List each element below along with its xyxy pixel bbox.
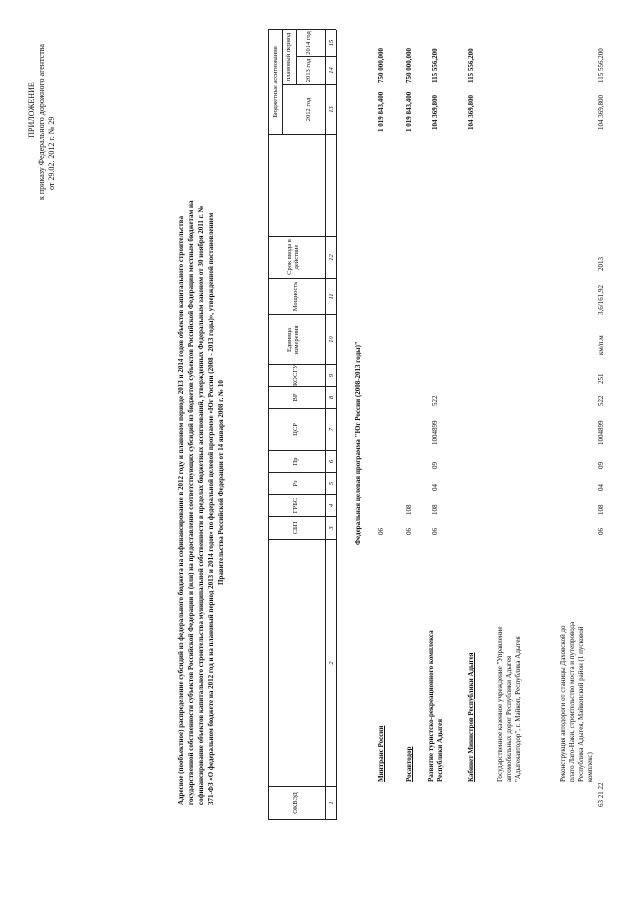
row-name: Росавтодор [405,746,413,782]
header-sbp: СБП [292,521,299,535]
row-2012: 104 369,800 [467,95,475,130]
row-name-line: автомобильных дорог Республики Адыгея [505,655,513,782]
header-commissioning: Срок ввода в действие [286,239,301,275]
row-grbs: 108 [431,504,439,515]
col-number: 10 [328,336,335,343]
row-2013: 750 000,000 [405,48,413,83]
row-sbp: 06 [431,528,439,535]
col-number: 9 [328,373,335,378]
col-number: 3 [328,526,335,530]
col-number: 5 [328,481,335,486]
row-name-line: плато Лаго-Наки, строительство моста и путепровода [568,621,576,782]
row-grbs: 108 [597,504,605,515]
row-2012: 104 369,800 [431,95,439,130]
col-number: 1 [328,801,335,805]
row-name: Кабинет Министров Республики Адыгея [467,652,475,782]
row-unit: км/п.м [597,335,605,355]
col-number: 7 [328,427,335,432]
row-2012: 104 369,800 [597,95,605,130]
col-number: 15 [328,39,335,47]
row-name-line: Республики Адыгея [436,718,444,782]
row-okved: 63 21 22 [597,782,605,807]
row-kosgu: 251 [597,373,605,384]
title-line: Адресное (пообъектное) распределение субсидий из федерального бюджета на софинансирование в 2012 году и плановом периоде 2013 и 2014 годов объектов капитального строительства [177,216,185,805]
col-number: 6 [328,459,335,464]
row-sbp: 06 [377,528,385,535]
header-kosgu: КОСГУ [292,364,299,386]
row-name-line: "Адыгеяавтодор", г. Майкоп, Республика Адыгея [514,636,522,782]
col-number: 8 [328,395,335,400]
header-unit: Единица измерения [286,325,301,355]
header-2012: 2012 год [305,97,312,122]
row-rz: 04 [431,484,439,491]
row-name: Минтранс России [377,725,385,782]
row-2013: 115 556,200 [467,48,475,83]
header-okved: ОКВЭД [292,792,299,814]
header-planned: плановый период [285,32,292,82]
row-vr: 522 [431,395,439,406]
title-line: Правительства Российской Федерации от 14 января 2008 г. № 10 [217,380,225,585]
header-2013: 2013 год [305,58,312,83]
header-capacity: Мощность [292,281,299,312]
col-number: 2 [328,661,335,665]
col-number: 14 [328,67,335,74]
row-name-line: Республика Адыгея, Майкопский район (1 пусковой [577,626,585,782]
row-2013: 750 000,000 [377,48,385,83]
row-2013: 115 556,200 [597,48,605,83]
col-number: 11 [328,293,335,300]
appendix-order-line: к приказу Федерального дорожного агентства [37,44,46,200]
title-line: государственной собственности субъектов Российской Федерации и (или) на предоставление соответствующих субсидий из бюджетов субъектов Российской Федерации местным бюджетам на [187,200,195,805]
title-line: 371-ФЗ «О федеральном бюджете на 2012 год и на плановый период 2013 и 2014 годов» по федеральной целевой программе «Юг России (2008 - 2013 годы)», утвержденной постановлением [207,212,215,805]
col-number: 4 [328,503,335,508]
row-sbp: 06 [405,528,413,535]
row-rz: 04 [597,484,605,491]
row-capacity: 3,6/161,92 [597,285,605,315]
row-name-line: Развитие туристско-рекреационного комплекса [427,630,435,782]
row-2012: 1 019 843,400 [405,91,413,132]
row-csr: 1004899 [597,420,605,445]
header-budget: Бюджетные ассигнования [272,46,279,118]
title-line: софинансирование объектов капитального строительства муниципальной собственности в пределах бюджетных ассигнований, утвержденных Федеральным законом от 30 ноября 2011 г. № [197,205,205,805]
header-pr: Пр [292,457,299,466]
row-2013: 115 556,200 [431,48,439,83]
header-2014: 2014 год [305,31,312,55]
col-number: 12 [328,254,335,261]
header-grbs: ГРБС [292,497,299,514]
row-vr: 522 [597,395,605,406]
row-pr: 09 [597,462,605,469]
col-number: 13 [328,106,335,113]
header-vr: ВР [292,393,299,402]
header-rz: Рз [292,480,299,487]
row-grbs: 108 [405,504,413,515]
appendix-date-line: от 29.02. 2012 г. № 29 [47,116,56,190]
section-title: Федеральная целевая программа "Юг России (2008-2013 годы)" [354,341,362,545]
row-csr: 1004899 [431,420,439,445]
row-pr: 09 [431,462,439,469]
header-csr: ЦСР [292,423,299,436]
row-name-line: Государственное казенное учреждение "Управление [496,626,504,782]
row-2012: 1 019 843,400 [377,91,385,132]
row-name-line: Реконструкция автодороги от станицы Даховской до [559,625,567,782]
row-sbp: 06 [597,528,605,535]
row-commissioning: 2013 [597,257,605,271]
appendix-label: ПРИЛОЖЕНИЕ [27,82,36,138]
row-name-line: комплекс) [586,752,594,782]
